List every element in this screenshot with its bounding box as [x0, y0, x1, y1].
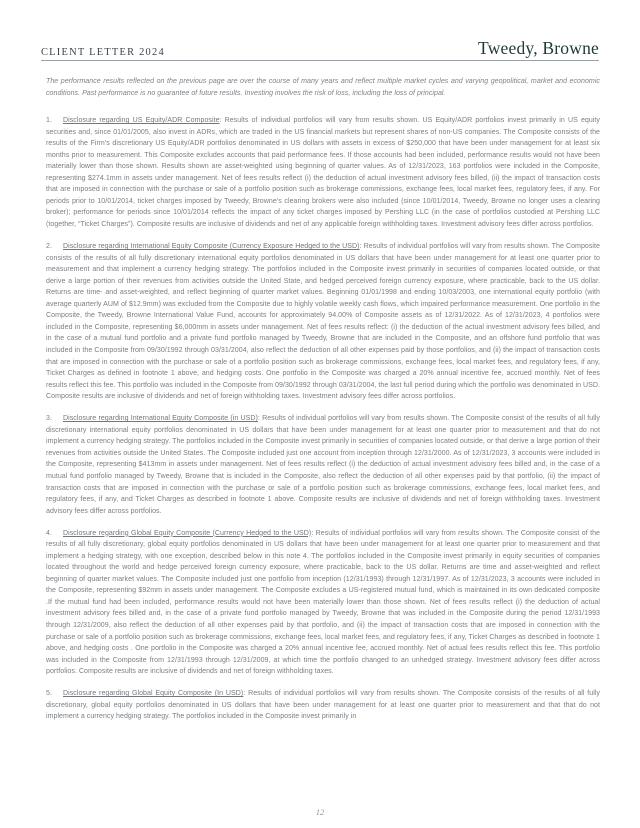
- note-4-number: 4.: [46, 529, 52, 537]
- page-number: 12: [315, 808, 325, 817]
- page-header: [41, 36, 599, 61]
- note-1-title: Disclosure regarding US Equity/ADR Composite: [63, 117, 220, 125]
- note-3-title: Disclosure regarding International Equity Composite (in USD): [63, 415, 258, 423]
- note-5: [46, 688, 600, 723]
- page-footer: [0, 802, 640, 820]
- note-2-title: Disclosure regarding International Equity Composite (Currency Exposure Hedged to the USD): [63, 243, 360, 251]
- note-2: [46, 241, 600, 403]
- note-4: [46, 528, 600, 678]
- note-5-number: 5.: [46, 690, 52, 698]
- header-brand-logo: Tweedy, Browne: [478, 38, 599, 58]
- note-4-title: Disclosure regarding Global Equity Composite (Currency Hedged to the USD): [63, 529, 312, 537]
- note-3-number: 3.: [46, 415, 52, 423]
- header-client-letter-title: CLIENT LETTER 2024: [41, 47, 165, 58]
- note-1-number: 1.: [46, 117, 52, 125]
- document-body: [46, 76, 600, 733]
- intro-disclaimer-paragraph: The performance results reflected on the previous page are over the course of many years and reflect multiple market cycles and varying geopolitical, market and economic conditions. Past performance is no guarantee of future results. Investing involves the risk of loss, including the loss of principal.: [46, 78, 600, 97]
- note-3: [46, 413, 600, 517]
- note-1-text: : Results of individual portfolios will vary from results shown. US Equity/ADR portfolios invest primarily in US equity securities and, since 01/01/2005, also invest in ADRs, which are traded in the US financial markets but represent shares of non-US companies. The Composite consists of the results of the Firm’s discretionary US Equity/ADR portfolios denominated in US dollars with assets in excess of $250,000 that have been under management for at least six months prior to measurement. This Composite excludes accounts that paid performance fees. If those accounts had been included, performance results would not have been materially lower than those shown. Results shown are asset-weighted using beginning of quarter values. As of 12/31/2023, 163 portfolios were included in the Composite, representing $274.1mm in assets under management. Net of fees results reflect (i) the deduction of actual investment advisory fees billed, (ii) the impact of transaction costs that are imposed in connection with the purchase or sale of a portfolio position such as brokerage commissions, exchange fees, local market fees, regulatory fees, if any. For periods prior to 10/01/2014, ticket charges imposed by Tweedy, Browne’s clearing brokers were also included (since 10/01/2014, Tweedy, Browne no longer uses a clearing broker); performance for periods since 10/01/2014 reflects the impact of any ticket charges imposed by Pershing LLC (in the case of portfolios custodied at Pershing LLC (together, “Ticket Charges”). Composite results are inclusive of dividends and net of any applicable foreign withholding taxes. Investment advisory fees differ across portfolios.: [46, 117, 600, 229]
- note-3-text: : Results of individual portfolios will vary from results shown. The Composite consist of the results of all fully discretionary international equity portfolios denominated in US dollars that have been under management for at least one quarter prior to measurement and that do not implement a currency hedging strategy. The portfolios included in the Composite invest primarily in securities of companies located outside, or that derive a large portion of their revenues from activities outside the United States. The Composite included just one account from inception through 12/31/2000. As of 12/31/2023, 3 accounts were included in the Composite, representing $413mm in assets under management. Net of fees results reflect (i) the deduction of actual investment advisory fees billed and, in the case of a mutual fund portfolio managed by Tweedy, Browne that is included in the Composite, also reflect the deduction of all other expenses paid by that portfolio, (ii) the impact of transaction costs that are imposed in connection with the purchase or sale of a portfolio position such as brokerage commissions, exchange fees, local market fees, and regulatory fees, if any, and Ticket Charges as described in footnote 1 above. Composite results are inclusive of dividends and net of foreign withholding taxes. Investment advisory fees differ across portfolios.: [46, 415, 600, 515]
- note-4-text: : Results of individual portfolios will vary from results shown. The Composite consist of the results of all fully discretionary, global equity portfolios denominated in US dollars that have been under management for at least one quarter prior to measurement and that implement a hedging strategy, with one exception, described below in this note 4. The portfolios included in the Composite invest primarily in equity securities of companies located throughout the world and hedge perceived foreign currency exposure, where practicable, back to the US dollar. Returns are time and asset-weighted and reflect beginning of quarter market values. The Composite included just one portfolio from inception (12/31/1993) through 12/31/1997. As of 12/31/2023, 3 accounts were included in the Composite, representing $92mm in assets under management. The Composite excludes a US-registered mutual fund, which is maintained in its own dedicated composite .If the mutual fund had been included, performance results would not have been materially lower than those shown. Net of fees results reflect (i) the deduction of actual investment advisory fees billed and, in the case of a private fund portfolio managed by Tweedy, Browne that was included in the Composite during the period 12/31/1993 through 12/31/2009, also reflect the deduction of all other expenses paid by that portfolio, and (ii) the impact of transaction costs that are imposed in connection with the purchase or sale of a portfolio position such as brokerage commissions, exchange fees, local market fees, and regulatory fees, if any, Ticket Charges as described in footnote 1 above, and hedging costs . One portfolio in the Composite was charged a 20% annual incentive fee, accrued monthly. Net of actual fees results reflect this fee. This portfolio was included in the Composite from 12/31/1993 through 12/31/2009, at which time the portfolio changed to an unhedged strategy. Investment advisory fees differ across portfolios. Composite results are inclusive of dividends and net of foreign withholding taxes.: [46, 529, 600, 676]
- note-2-number: 2.: [46, 243, 52, 251]
- note-5-title: Disclosure regarding Global Equity Composite (In USD): [63, 690, 244, 698]
- note-1: [46, 115, 600, 230]
- note-2-text: : Results of individual portfolios will vary from results shown. The Composite consists of the results of all fully discretionary international equity portfolios denominated in US dollars that have been under management for at least one quarter prior to measurement and that implement a currency hedging strategy. The portfolios included in the Composite invest primarily in securities of companies located outside, or that derive a large portion of their revenues from activities outside the United State, and hedged perceived foreign currency exposure, where practicable, back to the US dollar. Returns are time- and asset-weighted, and reflect beginning of quarter market values. Beginning 01/01/1998 and ending 10/03/2003, one international equity portfolio (with average quarterly AUM of $12.9mm) was excluded from the Composite due to highly volatile weekly cash flows, which impaired performance measurement. One portfolio in the Composite, the Tweedy, Browne International Value Fund, accounts for approximately 94.00% of Composite assets as of 12/31/2022. As of 12/31/2023, 4 portfolios were included in the Composite, representing $6,000mm in assets under management. Net of fees results reflect: (i) the deduction of the actual investment advisory fees billed, and in the case of a mutual fund portfolio and a private fund portfolio managed by Tweedy, Browne that are included in the Composite, and an offshore fund portfolio that was included in the Composite from 09/30/1992 through 03/31/2004, also reflect the deduction of all other expenses paid by those portfolios, and (ii) the impact of transaction costs that are imposed in connection with the purchase or sale of a portfolio position such as brokerage commissions, exchange fees, local market fees, and regulatory fees, if any, Ticket Charges as defined in footnote 1 above, and hedging costs. One portfolio in the Composite was charged a 20% annual incentive fee, accrued monthly. Net of fees results reflect this fee. This portfolio was included in the Composite from 09/30/1992 through 03/31/2004, the last full period during which the portfolio was denominated in USD. Composite results are inclusive of dividends and net of foreign withholding taxes. Investment advisory fees differ across portfolios.: [46, 243, 600, 401]
- note-5-text: : Results of individual portfolios will vary from results shown. The Composite consists of the results of all fully discretionary, global equity portfolios denominated in US dollars that have been under management for at least one quarter prior to measurement and that that do not implement a currency hedging strategy. The portfolios included in the Composite invest primarily in: [46, 690, 600, 721]
